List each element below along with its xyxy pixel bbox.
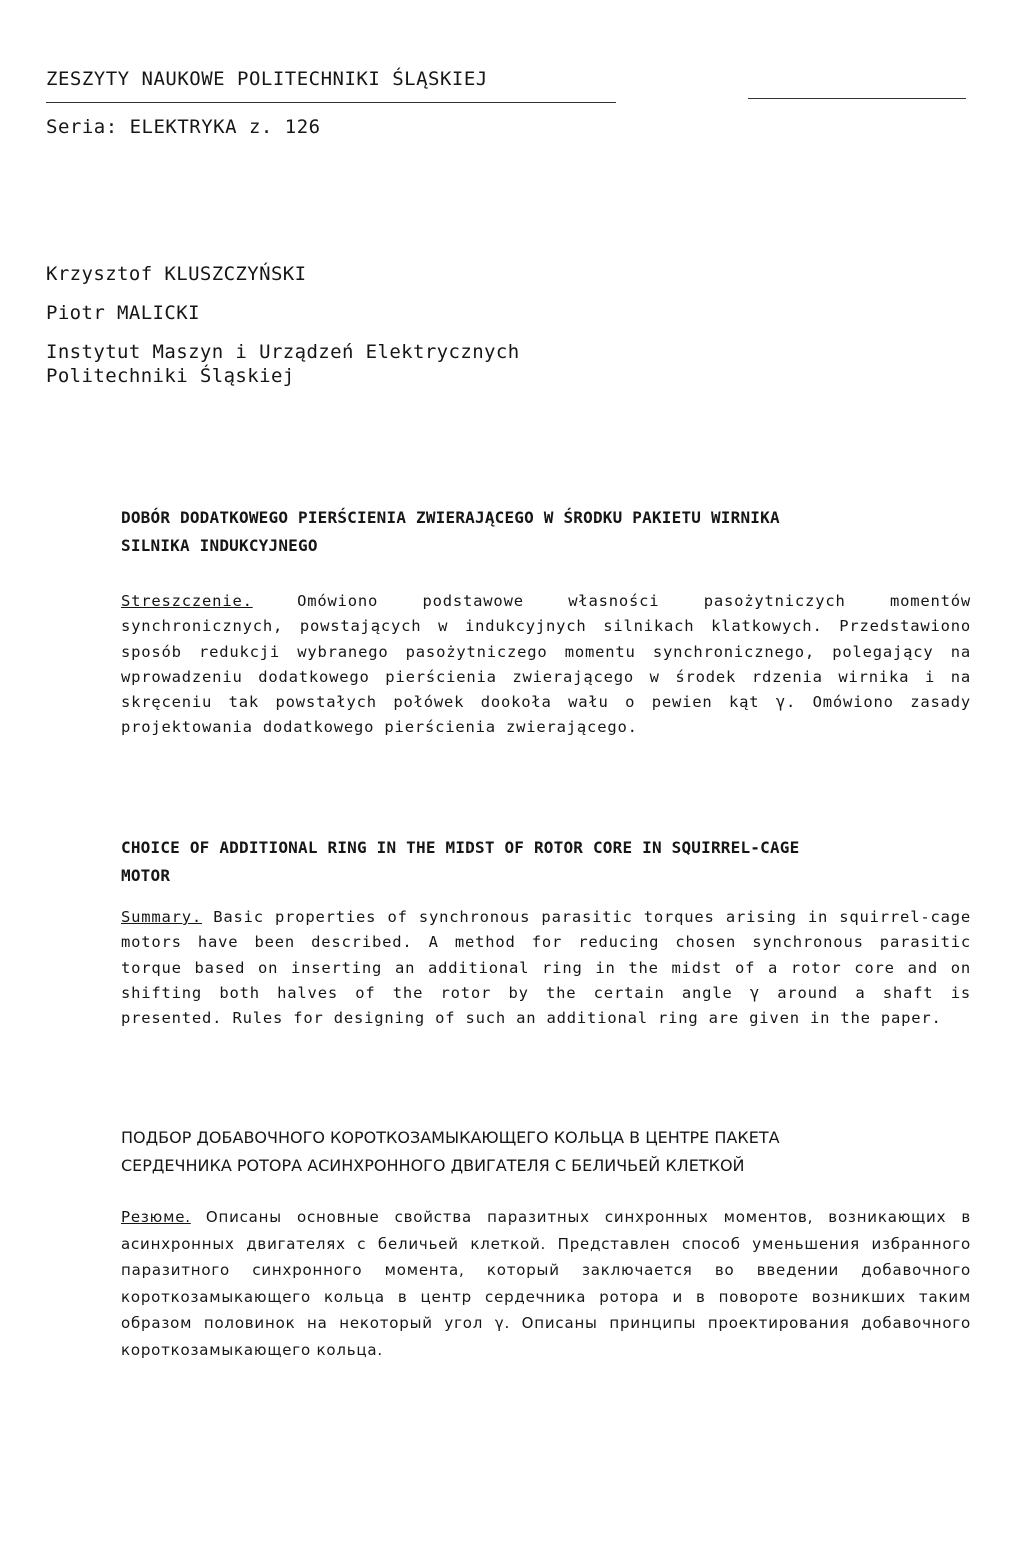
polish-abstract-label: Streszczenie. xyxy=(121,592,253,610)
russian-abstract-text: Описаны основные свойства паразитных синхронных моментов, возникающих в асинхронных двигателях с беличьей клеткой. Представлен способ уменьшения избранного паразитного синхронного момента, который заключается во введении добавочного короткозамыкающего кольца в центр сердечника ротора и в повороте возникших таким образом половинок на некоторый угол γ. Описаны принципы проектирования добавочного короткозамыкающего кольца. xyxy=(121,1208,971,1359)
english-abstract xyxy=(121,905,971,1031)
polish-abstract xyxy=(121,589,971,741)
polish-abstract-text: Omówiono podstawowe własności pasożytniczych momentów synchronicznych, powstających w indukcyjnych silnikach klatkowych. Przedstawiono sposób redukcji wybranego pasożytniczego momentu synchronicznego, polegający na wprowadzeniu dodatkowego pierścienia zwierającego w środek rdzenia wirnika i na skręceniu tak powstałych połówek dookoła wału o pewien kąt γ. Omówiono zasady projektowania dodatkowego pierścienia zwierającego. xyxy=(121,592,972,737)
authors-block xyxy=(46,262,520,388)
english-title-line-2: MOTOR xyxy=(121,866,171,885)
russian-title-line-2: СЕРДЕЧНИКА РОТОРА АСИНХРОННОГО ДВИГАТЕЛЯ С БЕЛИЧЬЕЙ КЛЕТКОЙ xyxy=(121,1156,745,1175)
russian-abstract-label: Резюме. xyxy=(121,1208,191,1226)
polish-title xyxy=(121,504,971,560)
affiliation-line-2: Politechniki Śląskiej xyxy=(46,365,295,387)
journal-name: ZESZYTY NAUKOWE POLITECHNIKI ŚLĄSKIEJ xyxy=(46,68,488,90)
polish-title-line-2: SILNIKA INDUKCYJNEGO xyxy=(121,536,318,555)
affiliation-line-1: Instytut Maszyn i Urządzeń Elektrycznych xyxy=(46,341,520,363)
russian-title-line-1: ПОДБОР ДОБАВОЧНОГО КОРОТКОЗАМЫКАЮЩЕГО КОЛЬЦА В ЦЕНТРЕ ПАКЕТА xyxy=(121,1128,780,1147)
header-rule-left xyxy=(46,102,616,103)
author-1: Krzysztof KLUSZCZYŃSKI xyxy=(46,263,307,285)
english-title-line-1: CHOICE OF ADDITIONAL RING IN THE MIDST OF ROTOR CORE IN SQUIRREL-CAGE xyxy=(121,838,800,857)
header-rule-right xyxy=(748,98,966,99)
journal-header xyxy=(46,66,976,138)
russian-title xyxy=(121,1124,971,1180)
journal-series: Seria: ELEKTRYKA z. 126 xyxy=(46,116,321,138)
english-abstract-text: Basic properties of synchronous parasitic torques arising in squirrel-cage motors have been described. A method for reducing chosen synchronous parasitic torque based on inserting an additional ring in the midst of a rotor core and on shifting both halves of the rotor by the certain angle γ around a shaft is presented. Rules for designing of such an additional ring are given in the paper. xyxy=(121,908,971,1028)
author-2: Piotr MALICKI xyxy=(46,302,200,324)
polish-title-line-1: DOBÓR DODATKOWEGO PIERŚCIENIA ZWIERAJĄCEGO W ŚRODKU PAKIETU WIRNIKA xyxy=(121,508,780,527)
english-title xyxy=(121,834,971,890)
russian-abstract xyxy=(121,1204,971,1363)
english-abstract-label: Summary. xyxy=(121,908,203,926)
